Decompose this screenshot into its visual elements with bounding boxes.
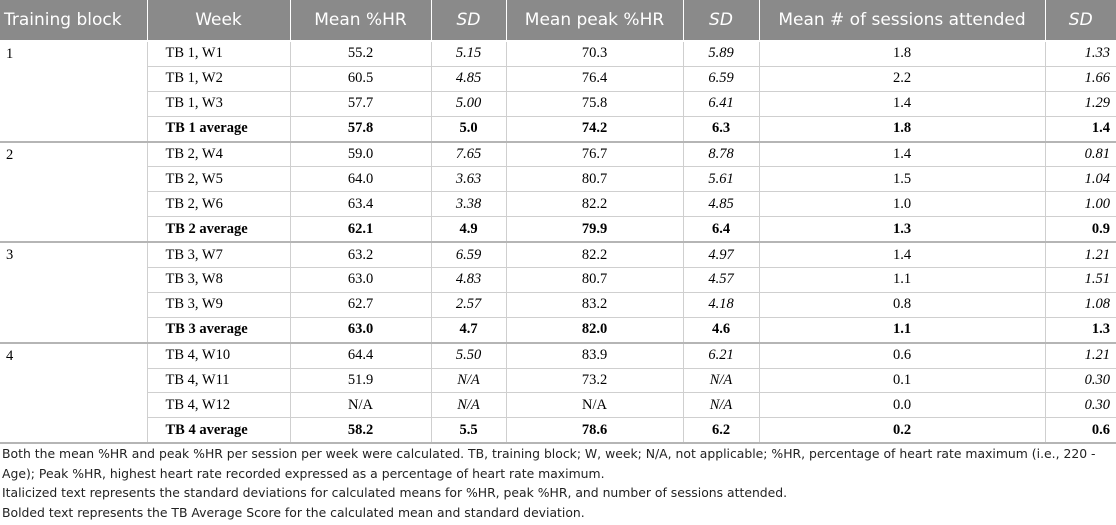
sd-sessions-cell: 1.66 — [1045, 66, 1116, 91]
sessions-cell: 1.4 — [759, 142, 1045, 167]
week-cell: TB 3 average — [147, 317, 290, 342]
sd-hr-cell: N/A — [431, 368, 506, 393]
sessions-cell: 1.1 — [759, 268, 1045, 293]
footnote-abbreviations: Both the mean %HR and peak %HR per session per week were calculated. TB, training block; W, week; N/A, not applicable; %HR, percentage of heart rate maximum (i.e., 220 - Age); Peak %HR, highest heart rate recorded expressed as a percentage of heart rate maximum. — [2, 446, 1096, 481]
week-cell: TB 3, W7 — [147, 242, 290, 267]
sd-peak-cell: N/A — [683, 393, 759, 418]
table-row — [0, 142, 1116, 167]
peak-hr-cell: 74.2 — [506, 116, 683, 141]
sessions-cell: 0.0 — [759, 393, 1045, 418]
peak-hr-cell: 73.2 — [506, 368, 683, 393]
block-label: 4 — [0, 343, 147, 444]
peak-hr-cell: 83.2 — [506, 292, 683, 317]
footnote-bold: Bolded text represents the TB Average Score for the calculated mean and standard deviation. — [2, 504, 585, 520]
mean-hr-cell: 57.8 — [290, 116, 431, 141]
week-cell: TB 2, W5 — [147, 167, 290, 192]
mean-hr-cell: N/A — [290, 393, 431, 418]
week-cell: TB 4 average — [147, 418, 290, 443]
sessions-cell: 0.8 — [759, 292, 1045, 317]
average-row — [0, 217, 1116, 242]
mean-hr-cell: 58.2 — [290, 418, 431, 443]
peak-hr-cell: 82.0 — [506, 317, 683, 342]
sd-peak-cell: 4.97 — [683, 242, 759, 267]
sessions-cell: 1.4 — [759, 91, 1045, 116]
average-row — [0, 317, 1116, 342]
sessions-cell: 0.2 — [759, 418, 1045, 443]
mean-hr-cell: 63.0 — [290, 317, 431, 342]
peak-hr-cell: 83.9 — [506, 343, 683, 368]
mean-hr-cell: 55.2 — [290, 41, 431, 66]
peak-hr-cell: 80.7 — [506, 268, 683, 293]
sessions-cell: 1.8 — [759, 41, 1045, 66]
sd-hr-cell: 2.57 — [431, 292, 506, 317]
peak-hr-cell: 78.6 — [506, 418, 683, 443]
sd-peak-cell: 8.78 — [683, 142, 759, 167]
sessions-cell: 2.2 — [759, 66, 1045, 91]
peak-hr-cell: 76.4 — [506, 66, 683, 91]
header-sd-hr: SD — [431, 0, 506, 41]
table-header — [0, 0, 1116, 41]
week-cell: TB 1, W2 — [147, 66, 290, 91]
sd-peak-cell: 6.21 — [683, 343, 759, 368]
sd-peak-cell: 4.85 — [683, 192, 759, 217]
table-row — [0, 268, 1116, 293]
header-week: Week — [147, 0, 290, 41]
week-cell: TB 2 average — [147, 217, 290, 242]
table-row — [0, 242, 1116, 267]
sd-peak-cell: 5.89 — [683, 41, 759, 66]
sd-sessions-cell: 1.21 — [1045, 343, 1116, 368]
block-label: 2 — [0, 142, 147, 243]
mean-hr-cell: 63.2 — [290, 242, 431, 267]
sessions-cell: 1.4 — [759, 242, 1045, 267]
sd-hr-cell: 5.0 — [431, 116, 506, 141]
table-row — [0, 91, 1116, 116]
sd-hr-cell: 4.83 — [431, 268, 506, 293]
table-row — [0, 393, 1116, 418]
mean-hr-cell: 63.0 — [290, 268, 431, 293]
sd-peak-cell: 4.18 — [683, 292, 759, 317]
sessions-cell: 1.1 — [759, 317, 1045, 342]
table-footnotes — [2, 444, 1114, 522]
sessions-cell: 1.5 — [759, 167, 1045, 192]
sd-sessions-cell: 0.9 — [1045, 217, 1116, 242]
sd-peak-cell: 6.4 — [683, 217, 759, 242]
sd-sessions-cell: 0.30 — [1045, 368, 1116, 393]
sessions-cell: 0.6 — [759, 343, 1045, 368]
sd-peak-cell: 6.41 — [683, 91, 759, 116]
sd-sessions-cell: 1.3 — [1045, 317, 1116, 342]
peak-hr-cell: 79.9 — [506, 217, 683, 242]
header-mean-hr: Mean %HR — [290, 0, 431, 41]
week-cell: TB 4, W12 — [147, 393, 290, 418]
mean-hr-cell: 60.5 — [290, 66, 431, 91]
header-training-block: Training block — [0, 0, 147, 41]
sessions-cell: 1.0 — [759, 192, 1045, 217]
sd-hr-cell: 5.00 — [431, 91, 506, 116]
sd-hr-cell: 4.9 — [431, 217, 506, 242]
sd-sessions-cell: 1.08 — [1045, 292, 1116, 317]
mean-hr-cell: 63.4 — [290, 192, 431, 217]
sd-sessions-cell: 0.6 — [1045, 418, 1116, 443]
mean-hr-cell: 59.0 — [290, 142, 431, 167]
sd-sessions-cell: 1.4 — [1045, 116, 1116, 141]
header-mean-sessions: Mean # of sessions attended — [759, 0, 1045, 41]
peak-hr-cell: 80.7 — [506, 167, 683, 192]
week-cell: TB 3, W9 — [147, 292, 290, 317]
sd-sessions-cell: 1.51 — [1045, 268, 1116, 293]
table-row — [0, 167, 1116, 192]
week-cell: TB 4, W11 — [147, 368, 290, 393]
sd-hr-cell: 5.15 — [431, 41, 506, 66]
mean-hr-cell: 57.7 — [290, 91, 431, 116]
sd-sessions-cell: 1.29 — [1045, 91, 1116, 116]
sd-peak-cell: 4.57 — [683, 268, 759, 293]
header-sd-peak: SD — [683, 0, 759, 41]
sd-hr-cell: 5.5 — [431, 418, 506, 443]
week-cell: TB 2, W6 — [147, 192, 290, 217]
week-cell: TB 1 average — [147, 116, 290, 141]
peak-hr-cell: N/A — [506, 393, 683, 418]
sd-peak-cell: 6.2 — [683, 418, 759, 443]
block-label: 1 — [0, 41, 147, 142]
sd-sessions-cell: 1.33 — [1045, 41, 1116, 66]
week-cell: TB 2, W4 — [147, 142, 290, 167]
sessions-cell: 0.1 — [759, 368, 1045, 393]
mean-hr-cell: 62.1 — [290, 217, 431, 242]
block-label: 3 — [0, 242, 147, 343]
sessions-cell: 1.8 — [759, 116, 1045, 141]
week-cell: TB 4, W10 — [147, 343, 290, 368]
mean-hr-cell: 51.9 — [290, 368, 431, 393]
sd-hr-cell: 5.50 — [431, 343, 506, 368]
table-row — [0, 192, 1116, 217]
sd-peak-cell: 6.3 — [683, 116, 759, 141]
sd-hr-cell: 7.65 — [431, 142, 506, 167]
sd-hr-cell: N/A — [431, 393, 506, 418]
mean-hr-cell: 64.4 — [290, 343, 431, 368]
sd-sessions-cell: 1.04 — [1045, 167, 1116, 192]
peak-hr-cell: 70.3 — [506, 41, 683, 66]
peak-hr-cell: 82.2 — [506, 192, 683, 217]
mean-hr-cell: 62.7 — [290, 292, 431, 317]
table-row — [0, 292, 1116, 317]
footnote-italics: Italicized text represents the standard deviations for calculated means for %HR, peak %HR, and number of sessions attended. — [2, 485, 788, 500]
table-row — [0, 41, 1116, 66]
table-row — [0, 66, 1116, 91]
sd-peak-cell: 6.59 — [683, 66, 759, 91]
mean-hr-cell: 64.0 — [290, 167, 431, 192]
sd-peak-cell: 4.6 — [683, 317, 759, 342]
header-mean-peak-hr: Mean peak %HR — [506, 0, 683, 41]
week-cell: TB 1, W3 — [147, 91, 290, 116]
table-row — [0, 368, 1116, 393]
sd-hr-cell: 3.63 — [431, 167, 506, 192]
peak-hr-cell: 82.2 — [506, 242, 683, 267]
header-sd-sessions: SD — [1045, 0, 1116, 41]
sd-peak-cell: N/A — [683, 368, 759, 393]
week-cell: TB 3, W8 — [147, 268, 290, 293]
peak-hr-cell: 75.8 — [506, 91, 683, 116]
sd-sessions-cell: 0.30 — [1045, 393, 1116, 418]
table-body — [0, 41, 1116, 443]
sd-sessions-cell: 1.21 — [1045, 242, 1116, 267]
sessions-cell: 1.3 — [759, 217, 1045, 242]
sd-peak-cell: 5.61 — [683, 167, 759, 192]
sd-sessions-cell: 1.00 — [1045, 192, 1116, 217]
sd-hr-cell: 6.59 — [431, 242, 506, 267]
sd-hr-cell: 4.7 — [431, 317, 506, 342]
sd-hr-cell: 4.85 — [431, 66, 506, 91]
average-row — [0, 418, 1116, 443]
table-row — [0, 343, 1116, 368]
sd-hr-cell: 3.38 — [431, 192, 506, 217]
sd-sessions-cell: 0.81 — [1045, 142, 1116, 167]
week-cell: TB 1, W1 — [147, 41, 290, 66]
average-row — [0, 116, 1116, 141]
peak-hr-cell: 76.7 — [506, 142, 683, 167]
